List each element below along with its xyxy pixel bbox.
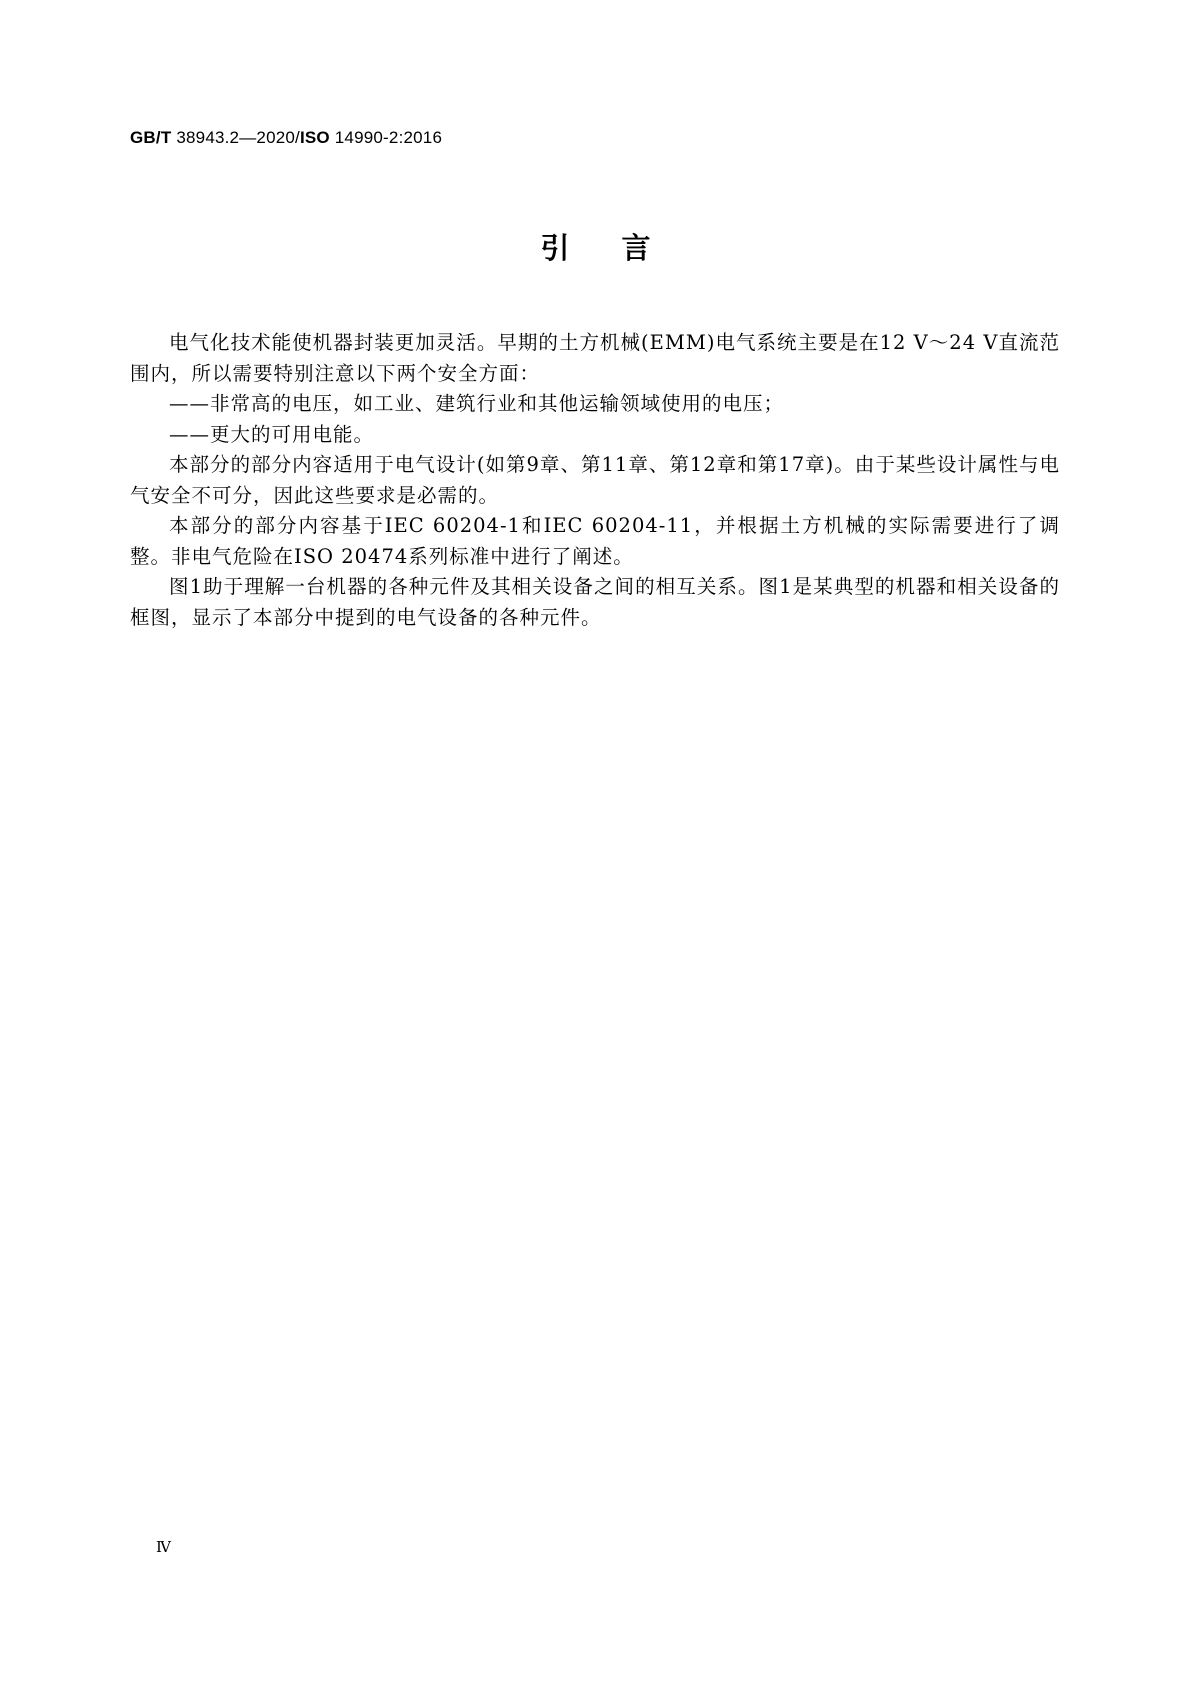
paragraph-list-item-2: ——更大的可用电能。 [169, 422, 375, 446]
page-title: 引言 [540, 231, 703, 265]
paragraph-list-item-1: ——非常高的电压，如工业、建筑行业和其他运输领域使用的电压； [169, 392, 785, 415]
paragraph-1: 电气化技术能使机器封装更加灵活。早期的土方机械(EMM)电气系统主要是在12 V～24 V直流范围内，所以需要特别注意以下两个安全方面： [130, 331, 1060, 385]
iso-prefix: ISO [299, 128, 330, 147]
iso-number: 14990-2:2016 [334, 128, 443, 147]
paragraph-2: 本部分的部分内容适用于电气设计(如第9章、第11章、第12章和第17章)。由于某些设计属性与电气安全不可分，因此这些要求是必需的。 [130, 453, 1060, 507]
standard-number: 38943.2—2020/ [176, 128, 300, 147]
standard-prefix: GB/T [130, 128, 172, 147]
introduction-body [130, 328, 1060, 633]
paragraph-4: 图1助于理解一台机器的各种元件及其相关设备之间的相互关系。图1是某典型的机器和相关设备的框图，显示了本部分中提到的电气设备的各种元件。 [130, 575, 1060, 629]
standard-code-header [130, 128, 442, 148]
paragraph-3: 本部分的部分内容基于IEC 60204-1和IEC 60204-11，并根据土方机械的实际需要进行了调整。非电气危险在ISO 20474系列标准中进行了阐述。 [130, 514, 1060, 568]
page-number: Ⅳ [156, 1538, 171, 1556]
